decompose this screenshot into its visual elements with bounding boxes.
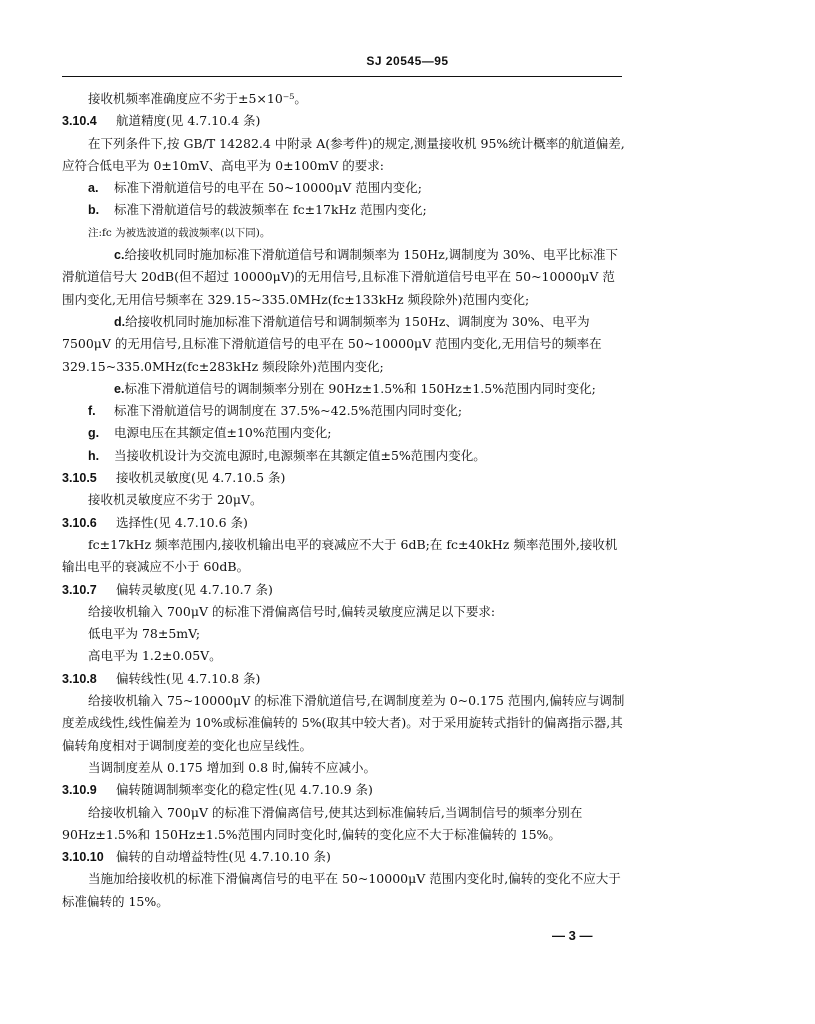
section-heading-3-10-6: [62, 512, 627, 534]
section-heading-3-10-5: [62, 467, 627, 489]
section-title: 偏转的自动增益特性(见 4.7.10.10 条): [116, 849, 331, 865]
list-marker: b.: [88, 203, 100, 218]
section-number: 3.10.6: [62, 515, 97, 530]
paragraph-3-10-8: 给接收机输入 75~10000μV 的标准下滑航道信号,在调制度差为 0~0.175 范围内,偏转应与调制度差成线性,线性偏差为 10%或标准偏转的 5%(取其中较大者)。对于采用旋转式指针的偏离指示器,其偏转角度相对于调制度差的变化也应呈线性。: [62, 693, 625, 753]
section-heading-3-10-7: [62, 579, 627, 601]
header-rule: [62, 76, 622, 77]
section-heading-3-10-8: [62, 668, 627, 690]
paragraph-high-level: 高电平为 1.2±0.05V。: [88, 648, 222, 664]
note: 注:fc 为被选波道的载波频率(以下同)。: [88, 226, 271, 239]
section-heading-3-10-4: [62, 110, 627, 132]
list-text: 标准下滑航道信号的载波频率在 fc±17kHz 范围内变化;: [114, 202, 427, 218]
list-item-e: [62, 378, 627, 400]
section-title: 选择性(见 4.7.10.6 条): [116, 514, 248, 530]
section-title: 偏转灵敏度(见 4.7.10.7 条): [116, 581, 273, 597]
section-title: 航道精度(见 4.7.10.4 条): [116, 113, 261, 129]
list-item-c: [62, 244, 627, 311]
paragraph-3-10-8-b: 当调制度差从 0.175 增加到 0.8 时,偏转不应减小。: [88, 759, 377, 775]
document-header: SJ 20545—95: [366, 54, 449, 68]
paragraph-freq-accuracy: 接收机频率准确度应不劣于±5×10⁻⁵。: [88, 91, 307, 106]
section-title: 偏转线性(见 4.7.10.8 条): [116, 670, 261, 686]
section-heading-3-10-10: [62, 846, 627, 868]
document-body: [62, 88, 627, 913]
list-marker: h.: [88, 448, 100, 463]
section-title: 偏转随调制频率变化的稳定性(见 4.7.10.9 条): [116, 782, 373, 798]
list-text: 标准下滑航道信号的调制频率分别在 90Hz±1.5%和 150Hz±1.5%范围内同时变化;: [124, 380, 596, 396]
list-item-b: [62, 199, 627, 221]
list-item-a: [62, 177, 627, 199]
list-marker: g.: [88, 426, 100, 441]
section-number: 3.10.10: [62, 850, 104, 865]
list-marker: e.: [114, 381, 125, 396]
paragraph-low-level: 低电平为 78±5mV;: [88, 626, 201, 642]
list-item-f: [62, 400, 627, 422]
section-heading-3-10-9: [62, 779, 627, 801]
list-text: 标准下滑航道信号的电平在 50~10000μV 范围内变化;: [114, 180, 422, 196]
section-number: 3.10.8: [62, 671, 97, 686]
paragraph-3-10-9: 给接收机输入 700μV 的标准下滑偏离信号,使其达到标准偏转后,当调制信号的频率分别在 90Hz±1.5%和 150Hz±1.5%范围内同时变化时,偏转的变化应不大于标准偏转的 15%。: [62, 804, 583, 842]
page-number: — 3 —: [552, 928, 593, 943]
list-marker: c.: [114, 248, 125, 263]
section-number: 3.10.7: [62, 582, 97, 597]
list-marker: f.: [88, 404, 96, 419]
list-text: 当接收机设计为交流电源时,电源频率在其额定值±5%范围内变化。: [114, 447, 486, 463]
list-item-h: [62, 445, 627, 467]
list-text: 给接收机同时施加标准下滑航道信号和调制频率为 150Hz,调制度为 30%、电平比标准下滑航道信号大 20dB(但不超过 10000μV)的无用信号,且标准下滑航道信号电平在 50~10000μV 范围内变化,无用信号频率在 329.15~335.0MHz(fc±133kHz 频段除外)范围内变化;: [62, 247, 618, 307]
list-item-d: [62, 311, 627, 378]
paragraph-3-10-4: 在下列条件下,按 GB/T 14282.4 中附录 A(参考件)的规定,测量接收机 95%统计概率的航道偏差,应符合低电平为 0±10mV、高电平为 0±100mV 的要求:: [62, 135, 625, 173]
section-number: 3.10.4: [62, 114, 97, 129]
paragraph-3-10-6: fc±17kHz 频率范围内,接收机输出电平的衰减应不大于 6dB;在 fc±40kHz 频率范围外,接收机输出电平的衰减应不小于 60dB。: [62, 536, 618, 575]
paragraph-3-10-7: 给接收机输入 700μV 的标准下滑偏离信号时,偏转灵敏度应满足以下要求:: [88, 603, 496, 619]
list-marker: a.: [88, 181, 99, 196]
paragraph-3-10-5: 接收机灵敏度应不劣于 20μV。: [88, 492, 263, 508]
list-text: 标准下滑航道信号的调制度在 37.5%~42.5%范围内同时变化;: [114, 403, 463, 419]
section-number: 3.10.9: [62, 783, 97, 798]
list-text: 给接收机同时施加标准下滑航道信号和调制频率为 150Hz、调制度为 30%、电平为 7500μV 的无用信号,且标准下滑航道信号的电平在 50~10000μV 范围内变化,无用信号的频率在 329.15~335.0MHz(fc±283kHz 频段除外)范围内变化;: [62, 313, 602, 374]
list-text: 电源电压在其额定值±10%范围内变化;: [114, 425, 332, 441]
list-item-g: [62, 422, 627, 444]
paragraph-3-10-10: 当施加给接收机的标准下滑偏离信号的电平在 50~10000μV 范围内变化时,偏转的变化不应大于标准偏转的 15%。: [62, 871, 621, 909]
section-title: 接收机灵敏度(见 4.7.10.5 条): [116, 470, 286, 486]
list-marker: d.: [114, 314, 126, 329]
section-number: 3.10.5: [62, 471, 97, 486]
